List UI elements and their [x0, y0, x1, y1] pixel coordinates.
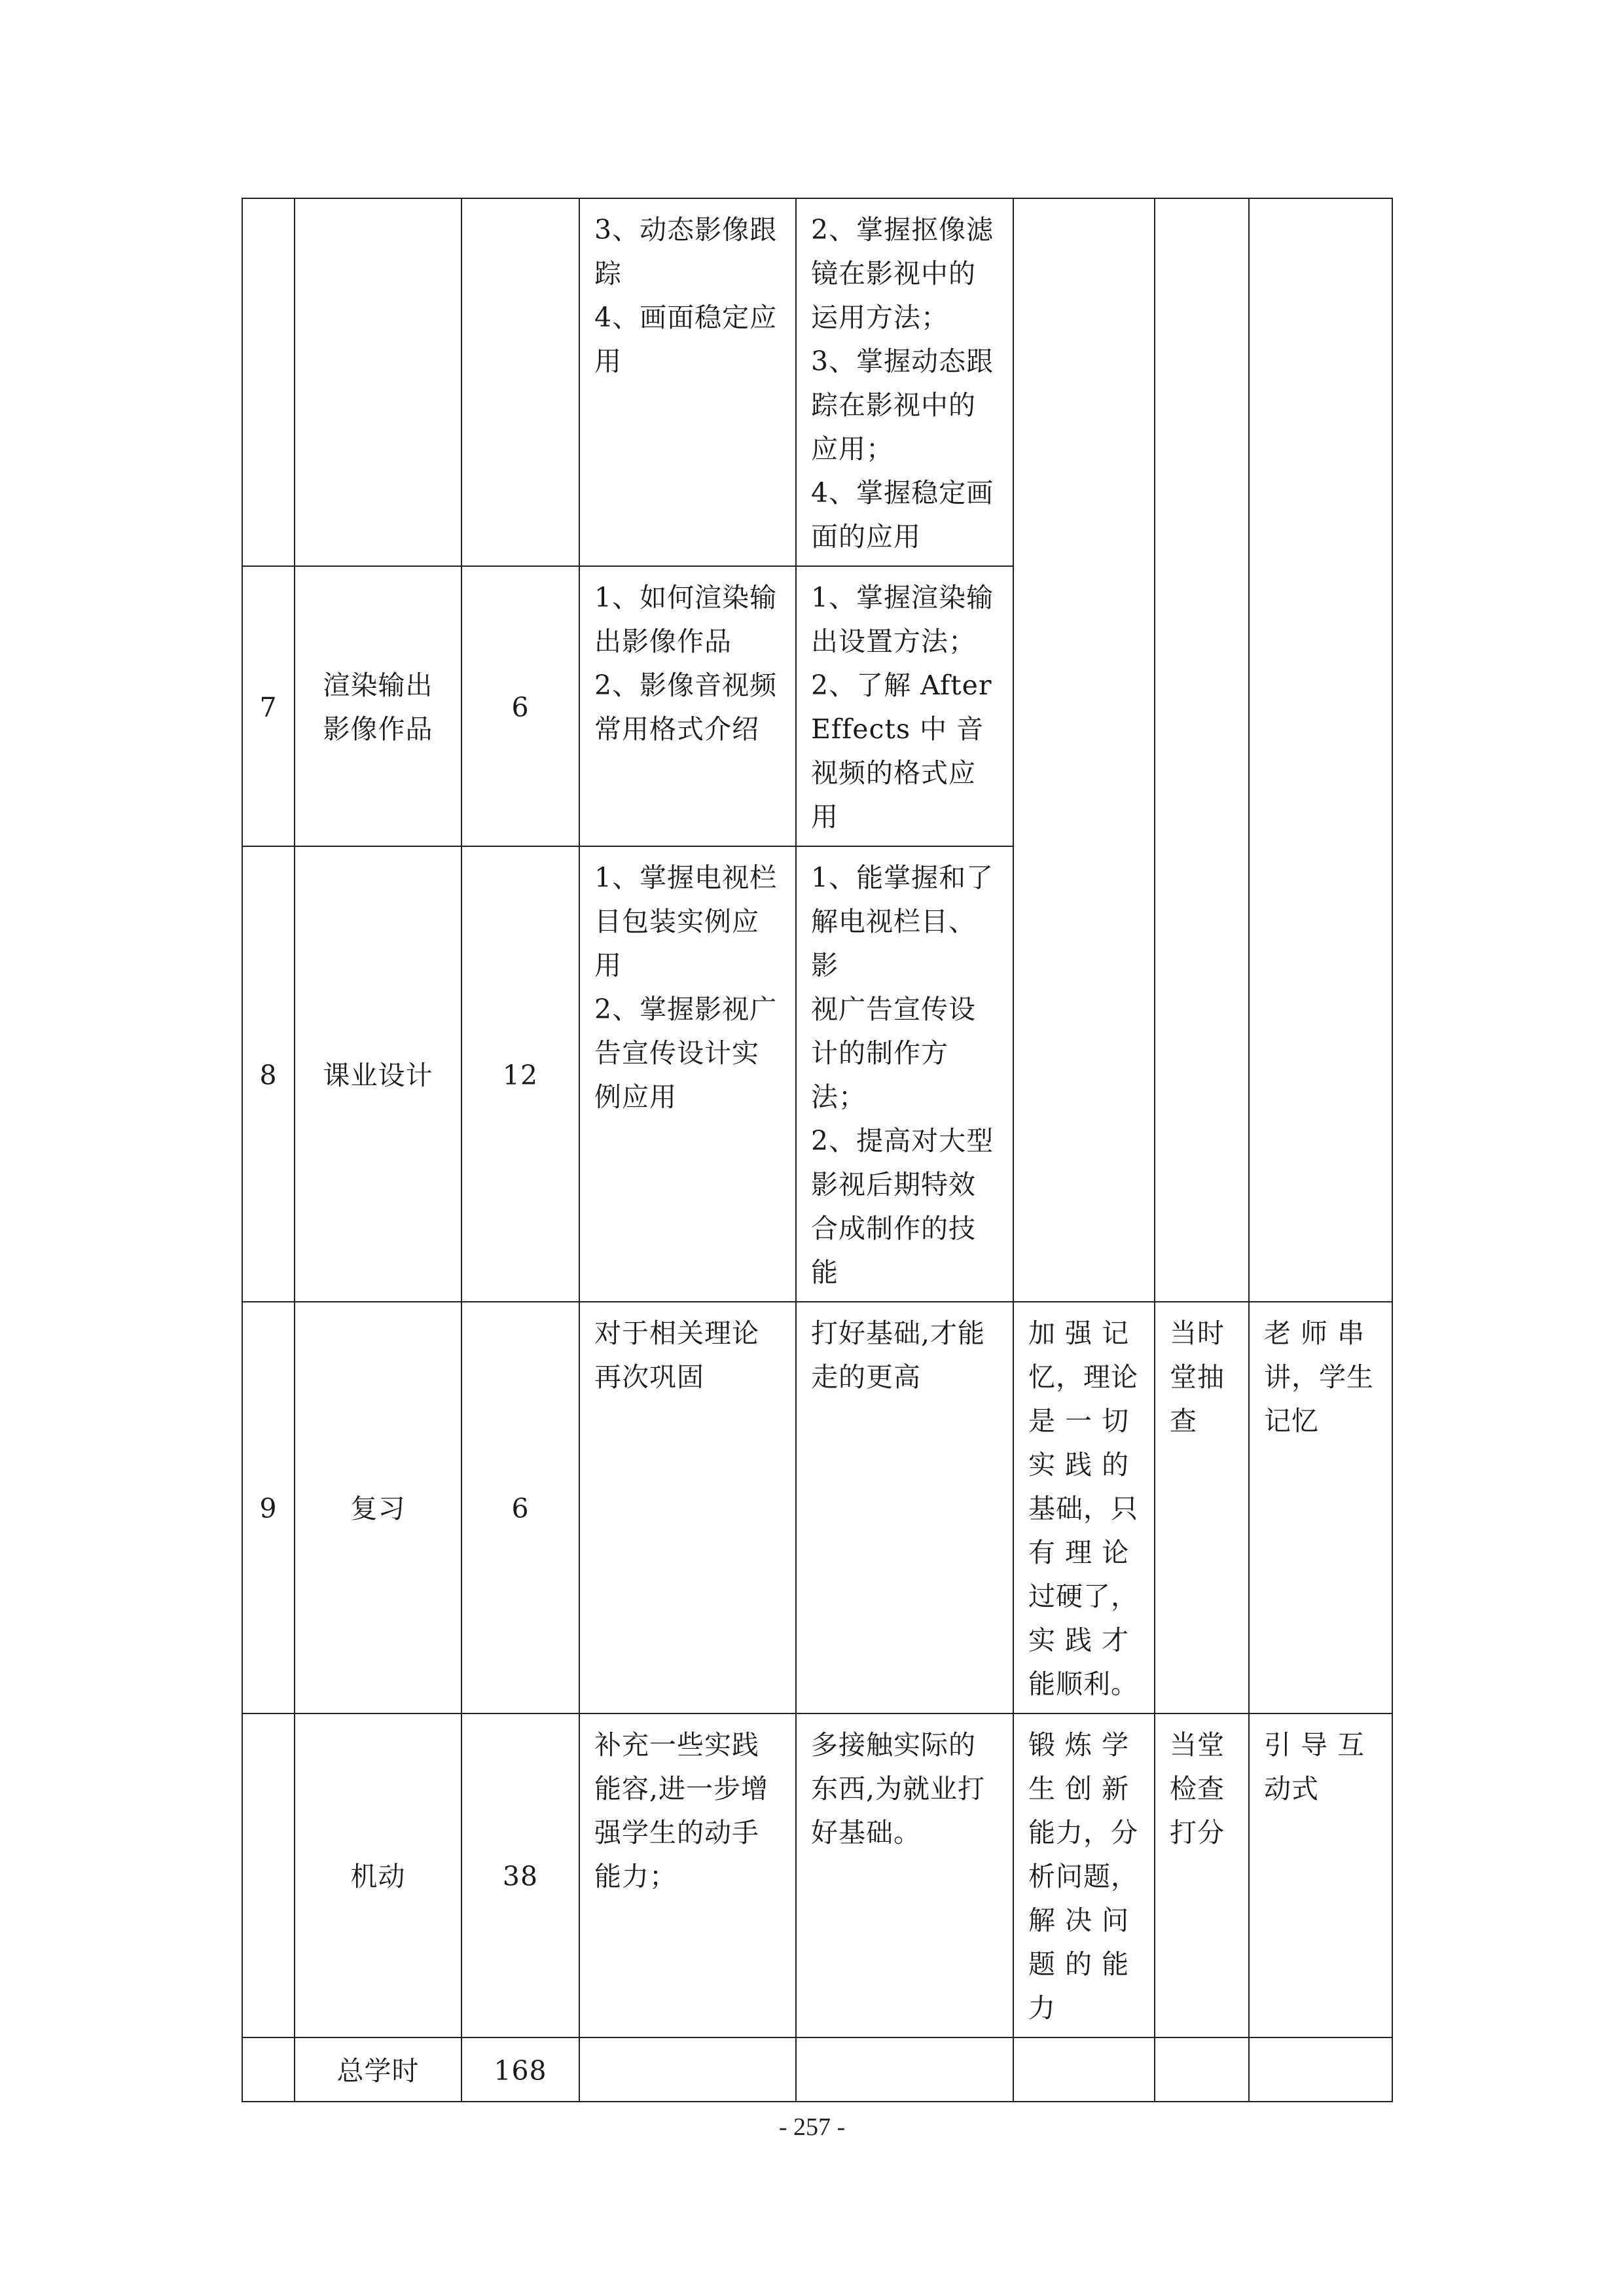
cell-goals: 1、能掌握和了 解电视栏目、影 视广告宣传设 计的制作方法； 2、提高对大型 影视后期特效 合成制作的技 能	[796, 846, 1013, 1302]
cell-title: 渲染输出 影像作品	[295, 566, 461, 846]
cell-ability	[1013, 2037, 1155, 2102]
cell-title: 复习	[295, 1302, 461, 1713]
cell-hours: 168	[461, 2037, 579, 2102]
cell-assessment	[1155, 2037, 1249, 2102]
cell-title	[295, 198, 461, 566]
cell-content	[579, 2037, 796, 2102]
cell-goals: 2、掌握抠像滤 镜在影视中的 运用方法； 3、掌握动态跟 踪在影视中的 应用； 4、掌握稳定画 面的应用	[796, 198, 1013, 566]
cell-ability: 加 强 记 忆，理论 是 一 切 实 践 的 基础，只 有 理 论 过硬了， 实 践 才 能顺利。	[1013, 1302, 1155, 1713]
cell-no: 7	[242, 566, 295, 846]
cell-content: 3、动态影像跟 踪 4、画面稳定应 用	[579, 198, 796, 566]
cell-ability-merged	[1013, 198, 1155, 1302]
cell-content: 1、掌握电视栏 目包装实例应 用 2、掌握影视广 告宣传设计实 例应用	[579, 846, 796, 1302]
cell-no	[242, 2037, 295, 2102]
cell-no: 8	[242, 846, 295, 1302]
cell-method	[1249, 2037, 1392, 2102]
cell-title: 课业设计	[295, 846, 461, 1302]
cell-content: 补充一些实践 能容,进一步增 强学生的动手 能力；	[579, 1713, 796, 2037]
page-number: - 257 -	[778, 2113, 846, 2141]
cell-no	[242, 198, 295, 566]
table-row	[242, 1302, 1392, 1713]
cell-hours: 6	[461, 566, 579, 846]
cell-title: 总学时	[295, 2037, 461, 2102]
cell-method: 引 导 互 动式	[1249, 1713, 1392, 2037]
cell-hours: 12	[461, 846, 579, 1302]
table-row	[242, 198, 1392, 566]
cell-title: 机动	[295, 1713, 461, 2037]
cell-content: 1、如何渲染输 出影像作品 2、影像音视频 常用格式介绍	[579, 566, 796, 846]
cell-method-merged	[1249, 198, 1392, 1302]
cell-hours	[461, 198, 579, 566]
cell-no	[242, 1713, 295, 2037]
cell-goals: 多接触实际的 东西,为就业打 好基础。	[796, 1713, 1013, 2037]
cell-no: 9	[242, 1302, 295, 1713]
cell-hours: 38	[461, 1713, 579, 2037]
cell-assessment: 当堂 检查 打分	[1155, 1713, 1249, 2037]
cell-assessment-merged	[1155, 198, 1249, 1302]
cell-goals: 打好基础,才能 走的更高	[796, 1302, 1013, 1713]
cell-goals	[796, 2037, 1013, 2102]
table-row-total	[242, 2037, 1392, 2102]
cell-content: 对于相关理论 再次巩固	[579, 1302, 796, 1713]
cell-assessment: 当时 堂抽 查	[1155, 1302, 1249, 1713]
syllabus-table	[242, 198, 1393, 2102]
cell-hours: 6	[461, 1302, 579, 1713]
cell-method: 老 师 串 讲，学生 记忆	[1249, 1302, 1392, 1713]
table-row	[242, 1713, 1392, 2037]
cell-ability: 锻 炼 学 生 创 新 能力，分 析问题， 解 决 问 题 的 能 力	[1013, 1713, 1155, 2037]
cell-goals: 1、掌握渲染输 出设置方法； 2、了解 After Effects 中 音 视频的格式应 用	[796, 566, 1013, 846]
